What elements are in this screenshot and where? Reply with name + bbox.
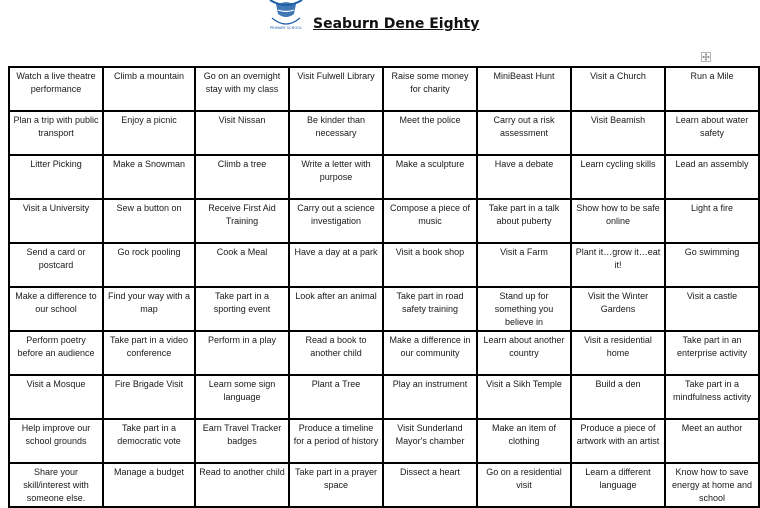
grid-row xyxy=(9,463,759,507)
grid-row xyxy=(9,155,759,199)
challenge-cell: Lead an assembly xyxy=(665,155,759,199)
challenge-cell: Have a debate xyxy=(477,155,571,199)
challenge-cell: Meet the police xyxy=(383,111,477,155)
logo-caption: PRIMARY SCHOOL xyxy=(269,26,303,30)
challenge-cell: Take part in road safety training xyxy=(383,287,477,331)
challenge-cell: Make a difference to our school xyxy=(9,287,103,331)
school-logo-icon xyxy=(266,0,306,32)
challenge-cell: Visit a castle xyxy=(665,287,759,331)
challenge-cell: Show how to be safe online xyxy=(571,199,665,243)
challenge-cell: Watch a live theatre performance xyxy=(9,67,103,111)
challenge-cell: Visit a Mosque xyxy=(9,375,103,419)
challenge-cell: Enjoy a picnic xyxy=(103,111,195,155)
challenge-cell: MiniBeast Hunt xyxy=(477,67,571,111)
challenge-cell: Produce a piece of artwork with an artist xyxy=(571,419,665,463)
challenge-cell: Litter Picking xyxy=(9,155,103,199)
challenge-cell: Learn about another country xyxy=(477,331,571,375)
challenge-cell: Share your skill/interest with someone else. xyxy=(9,463,103,507)
challenge-cell: Carry out a risk assessment xyxy=(477,111,571,155)
challenge-cell: Run a Mile xyxy=(665,67,759,111)
challenge-cell: Go on an overnight stay with my class xyxy=(195,67,289,111)
challenge-cell: Take part in a prayer space xyxy=(289,463,383,507)
challenge-cell: Cook a Meal xyxy=(195,243,289,287)
challenge-cell: Visit a University xyxy=(9,199,103,243)
challenge-cell: Climb a mountain xyxy=(103,67,195,111)
challenge-cell: Visit Fulwell Library xyxy=(289,67,383,111)
challenge-cell: Learn a different language xyxy=(571,463,665,507)
grid-row xyxy=(9,331,759,375)
challenge-cell: Make a difference in our community xyxy=(383,331,477,375)
challenge-cell: Visit Beamish xyxy=(571,111,665,155)
challenge-cell: Build a den xyxy=(571,375,665,419)
table-move-handle-icon[interactable] xyxy=(701,52,711,62)
challenge-cell: Light a fire xyxy=(665,199,759,243)
challenge-cell: Plant a Tree xyxy=(289,375,383,419)
challenge-cell: Visit Sunderland Mayor's chamber xyxy=(383,419,477,463)
challenge-cell: Stand up for something you believe in xyxy=(477,287,571,331)
challenge-cell: Read a book to another child xyxy=(289,331,383,375)
challenge-cell: Manage a budget xyxy=(103,463,195,507)
challenge-cell: Go swimming xyxy=(665,243,759,287)
challenge-cell: Help improve our school grounds xyxy=(9,419,103,463)
grid-row xyxy=(9,243,759,287)
challenge-cell: Visit a book shop xyxy=(383,243,477,287)
challenge-cell: Produce a timeline for a period of history xyxy=(289,419,383,463)
challenge-cell: Visit a Farm xyxy=(477,243,571,287)
challenge-cell: Take part in a sporting event xyxy=(195,287,289,331)
challenge-cell: Take part in a talk about puberty xyxy=(477,199,571,243)
challenge-cell: Look after an animal xyxy=(289,287,383,331)
challenge-cell: Learn cycling skills xyxy=(571,155,665,199)
challenge-cell: Have a day at a park xyxy=(289,243,383,287)
challenge-cell: Write a letter with purpose xyxy=(289,155,383,199)
challenge-cell: Know how to save energy at home and school xyxy=(665,463,759,507)
challenge-cell: Be kinder than necessary xyxy=(289,111,383,155)
challenge-cell: Take part in an enterprise activity xyxy=(665,331,759,375)
grid-row xyxy=(9,67,759,111)
challenge-grid xyxy=(8,66,760,508)
challenge-cell: Learn some sign language xyxy=(195,375,289,419)
challenge-cell: Dissect a heart xyxy=(383,463,477,507)
challenge-cell: Make an item of clothing xyxy=(477,419,571,463)
challenge-cell: Sew a button on xyxy=(103,199,195,243)
challenge-cell: Take part in a democratic vote xyxy=(103,419,195,463)
grid-row xyxy=(9,287,759,331)
challenge-cell: Climb a tree xyxy=(195,155,289,199)
challenge-cell: Visit a residential home xyxy=(571,331,665,375)
challenge-cell: Raise some money for charity xyxy=(383,67,477,111)
challenge-cell: Perform poetry before an audience xyxy=(9,331,103,375)
challenge-grid-body xyxy=(9,67,759,507)
challenge-cell: Make a sculpture xyxy=(383,155,477,199)
challenge-cell: Go rock pooling xyxy=(103,243,195,287)
challenge-cell: Perform in a play xyxy=(195,331,289,375)
challenge-cell: Plant it…grow it…eat it! xyxy=(571,243,665,287)
challenge-cell: Find your way with a map xyxy=(103,287,195,331)
challenge-cell: Compose a piece of music xyxy=(383,199,477,243)
challenge-cell: Take part in a video conference xyxy=(103,331,195,375)
challenge-cell: Play an instrument xyxy=(383,375,477,419)
challenge-cell: Send a card or postcard xyxy=(9,243,103,287)
challenge-cell: Plan a trip with public transport xyxy=(9,111,103,155)
challenge-cell: Visit a Church xyxy=(571,67,665,111)
challenge-cell: Take part in a mindfulness activity xyxy=(665,375,759,419)
challenge-cell: Learn about water safety xyxy=(665,111,759,155)
challenge-cell: Meet an author xyxy=(665,419,759,463)
challenge-cell: Visit a Sikh Temple xyxy=(477,375,571,419)
grid-row xyxy=(9,111,759,155)
challenge-cell: Make a Snowman xyxy=(103,155,195,199)
challenge-cell: Visit the Winter Gardens xyxy=(571,287,665,331)
challenge-cell: Carry out a science investigation xyxy=(289,199,383,243)
challenge-cell: Fire Brigade Visit xyxy=(103,375,195,419)
challenge-cell: Visit Nissan xyxy=(195,111,289,155)
grid-row xyxy=(9,199,759,243)
challenge-cell: Read to another child xyxy=(195,463,289,507)
grid-row xyxy=(9,419,759,463)
page-title: Seaburn Dene Eighty xyxy=(313,16,480,32)
challenge-cell: Receive First Aid Training xyxy=(195,199,289,243)
challenge-cell: Go on a residential visit xyxy=(477,463,571,507)
challenge-cell: Earn Travel Tracker badges xyxy=(195,419,289,463)
grid-row xyxy=(9,375,759,419)
